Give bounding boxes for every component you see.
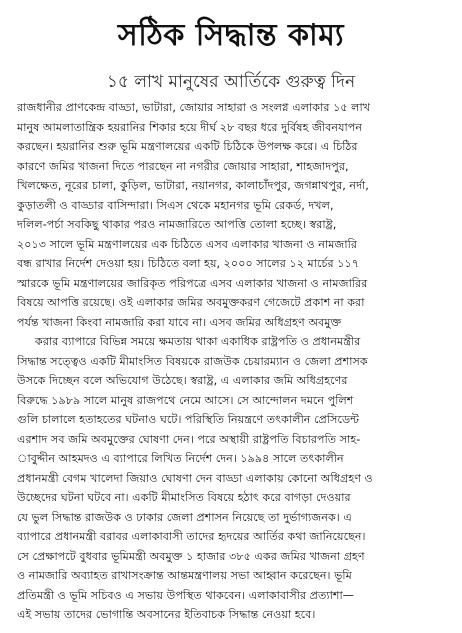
article-headline: সঠিক সিদ্ধান্ত কাম্য [117, 18, 345, 53]
body-line: বিষয়ে আপত্তি রয়েছে। ওই এলাকার জমির অবমুক্তকরণ গেজেটে প্রকাশ না করা [17, 296, 365, 309]
body-line: কারণে জমির খাজনা দিতে পারছেন না নগরীর জোয়ার সাহারা, শাহজাদপুর, [17, 159, 349, 173]
body-line: সে প্রেক্ষাপটে বুধবার ভূমিমন্ত্রী অবমুক্ত ১ হাজার ৩৮৫ একর জমির খাজনা গ্রহণ [17, 549, 365, 563]
body-line: কুড়াতলী ও বাড্ডার বাসিন্দারা। সিএস থেকে মহানগর ভূমি রেকর্ড, দখল, [17, 198, 334, 212]
body-line: ২০১৩ সালে ভূমি মন্ত্রণালয়ের এক চিঠিতে এসব এলাকার খাজনা ও নামজারি [17, 237, 358, 251]
body-line: করছেন। হয়রানির শুরু ভূমি মন্ত্রণালয়ের একটি চিঠিকে উপলক্ষ করে। এ চিঠির [17, 140, 358, 153]
body-line: এরশাদ সব জমি অবমুক্তের ঘোষণা দেন। পরে অস্থায়ী রাষ্ট্রপতি বিচারপতি সাহ- [17, 432, 361, 446]
body-line: প্রধানমন্ত্রী বেগম খালেদা জিয়াও ঘোষণা দেন বাড্ডা এলাকায় কোনো অধিগ্রহণ ও [17, 471, 373, 485]
body-line: দলিল-পর্চা সবকিছু থাকার পরও নামজারিতে আপত্তি তোলা হচ্ছে। স্বরাষ্ট্র, [17, 218, 337, 231]
body-line: পর্যন্ত খাজনা কিংবা নামজারি করা যাবে না। এসব জমির অধিগ্রহণ অবমুক্ত [17, 315, 342, 329]
body-line: গুলি চালালে হতাহতের ঘটনাও ঘটে। পরিস্থিতি নিয়ন্ত্রণে তৎকালীন প্রেসিডেন্ট [17, 413, 360, 426]
body-line: উচ্ছেদের ঘটনা ঘটবে না। একটি মীমাংসিত বিষয়ে হঠাৎ করে বাগড়া দেওয়ার [17, 491, 351, 504]
body-line: াবুদ্দীন আহমদও এ ব্যাপারে লিখিত নির্দেশ দেন। ১৯৯৪ সালে তৎকালীন [17, 452, 344, 465]
body-line: মানুষ আমলাতান্ত্রিক হয়রানির শিকার হয়ে দীর্ঘ ২৮ বছর ধরে দুর্বিষহ জীবনযাপন [17, 120, 363, 134]
article-body [17, 98, 449, 625]
body-line: বন্ধ রাখার নির্দেশ দেওয়া হয়। চিঠিতে বলা হয়, ২০০০ সালের ১২ মার্চের ১১৭ [17, 257, 360, 270]
body-line: উসকে দিচ্ছেন বলে অভিযোগ উঠেছে। স্বরাষ্ট্র, এ এলাকার জমি অধিগ্রহণের [17, 374, 348, 387]
body-line: রাজধানীর প্রাণকেন্দ্র বাড্ডা, ভাটারা, জোয়ার সাহারা ও সংলগ্ন এলাকার ১৫ লাখ [17, 101, 371, 114]
body-line: সিদ্ধান্ত সত্ত্বেও একটি মীমাংসিত বিষয়কে রাজউক চেয়ারম্যান ও জেলা প্রশাসক [17, 354, 368, 368]
body-line: ব্যাপারে প্রধানমন্ত্রী বরাবর এলাকাবাসী তাদের হৃদয়ের আর্তির কথা জানিয়েছেন। [17, 530, 366, 543]
body-line: যে ভুল সিদ্ধান্ত রাজউক ও ঢাকার জেলা প্রশাসন নিয়েছে তা দুর্ভাগ্যজনক। এ [17, 510, 352, 524]
body-line: ও নামজারি অব্যাহত রাখাসংক্রান্ত আন্তমন্ত্রণালয় সভা আহ্বান করেছেন। ভূমি [17, 569, 352, 582]
body-line: প্রতিমন্ত্রী ও ভূমি সচিবও এ সভায় উপস্থিত থাকবেন। এলাকাবাসীর প্রত্যাশা— [17, 588, 354, 602]
body-line: খিলক্ষেত, নূরের চালা, কুড়িল, ভাটারা, নয়ানগর, কালাচাঁদপুর, জগন্নাথপুর, নর্দা, [17, 179, 369, 192]
body-line: বিরুদ্ধে ১৯৮৯ সালে মানুষ রাজপথে নেমে আসে। সে আন্দোলন দমনে পুলিশ [17, 393, 354, 407]
body-line: এই সভায় তাদের ভোগান্তি অবসানের ইতিবাচক সিদ্ধান্ত নেওয়া হবে। [17, 608, 316, 621]
body-line: স্মারকে ভূমি মন্ত্রণালয়ের জারিকৃত পরিপত্রে এসব এলাকার খাজনা ও নামজারির [17, 276, 368, 290]
article-subheadline: ১৫ লাখ মানুষের আর্তিকে গুরুত্ব দিন [106, 72, 356, 92]
body-line: করার ব্যাপারে বিভিন্ন সময়ে ক্ষমতায় থাকা একাধিক রাষ্ট্রপতি ও প্রধানমন্ত্রীর [35, 335, 361, 348]
